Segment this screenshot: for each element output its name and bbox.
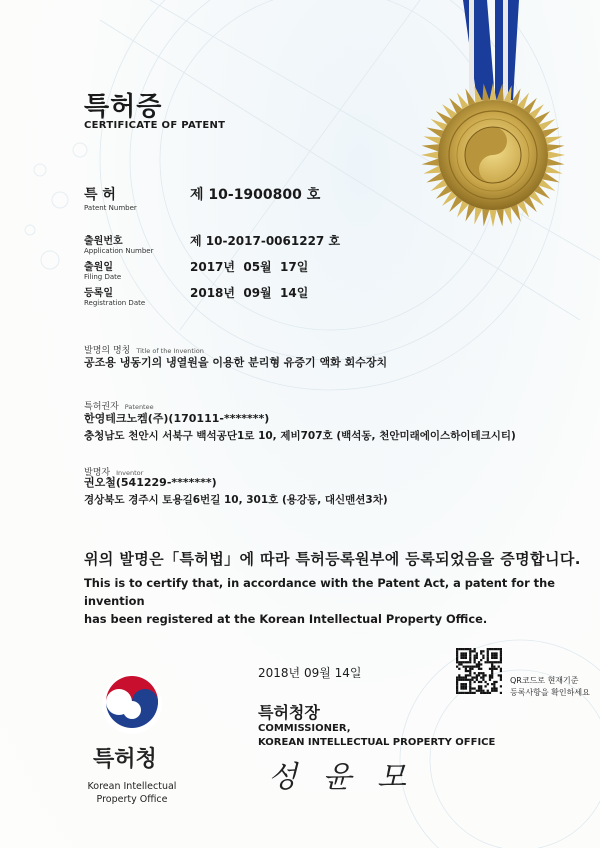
certificate-title-en: CERTIFICATE OF PATENT (84, 120, 226, 131)
inventor-label: 발명자 Inventor (84, 468, 144, 478)
office-name-en: Korean Intellectual Property Office (87, 781, 177, 805)
office-name-ko: 특허청 (93, 747, 157, 772)
commissioner-signature: 성 윤 모 (268, 760, 415, 795)
invention-title: 공조용 냉동기의 냉열원을 이용한 분리형 유증기 액화 회수장치 (84, 356, 388, 369)
patentee-address: 충청남도 천안시 서북구 백석공단1로 10, 제비707호 (백석동, 천안미래에이스하이테크시티) (84, 430, 516, 442)
certificate-title-ko: 특허증 (84, 92, 163, 122)
filing-date-value: 2017년 05월 17일 (190, 260, 309, 274)
qr-note: QR코드로 현재기준 등록사항을 확인하세요 (510, 676, 590, 697)
patent-number-value: 제 10-1900800 호 (190, 187, 321, 203)
inventor-name: 권오철(541229-*******) (84, 476, 217, 489)
gold-seal (418, 80, 568, 230)
issue-date: 2018년 09월 14일 (258, 666, 362, 680)
certification-statement-ko: 위의 발명은「특허법」에 따라 특허등록원부에 등록되었음을 증명합니다. (84, 550, 581, 568)
registration-date-value: 2018년 09월 14일 (190, 286, 309, 300)
kipo-logo-icon (100, 672, 164, 736)
qr-code[interactable] (456, 648, 502, 694)
application-number-value: 제 10-2017-0061227 호 (190, 234, 341, 248)
patentee-name: 한영테크노켐(주)(170111-*******) (84, 412, 270, 425)
inventor-address: 경상북도 경주시 토용길6번길 10, 301호 (용강동, 대신맨션3차) (84, 494, 388, 506)
patent-number-label: 특 허 Patent Number (84, 187, 137, 212)
invention-label: 발명의 명칭 Title of the Invention (84, 346, 204, 356)
patentee-label: 특허권자 Patentee (84, 402, 154, 412)
certification-statement-en: This is to certify that, in accordance with the Patent Act, a patent for the invention has been registered at the Korean Intellectual Property Office. (84, 576, 555, 626)
commissioner-title-ko: 특허청장 (258, 703, 320, 722)
filing-date-label: 출원일 Filing Date (84, 262, 122, 281)
commissioner-title-en: COMMISSIONER, KOREAN INTELLECTUAL PROPERTY OFFICE (258, 723, 496, 748)
application-number-label: 출원번호 Application Number (84, 236, 154, 255)
registration-date-label: 등록일 Registration Date (84, 288, 146, 307)
